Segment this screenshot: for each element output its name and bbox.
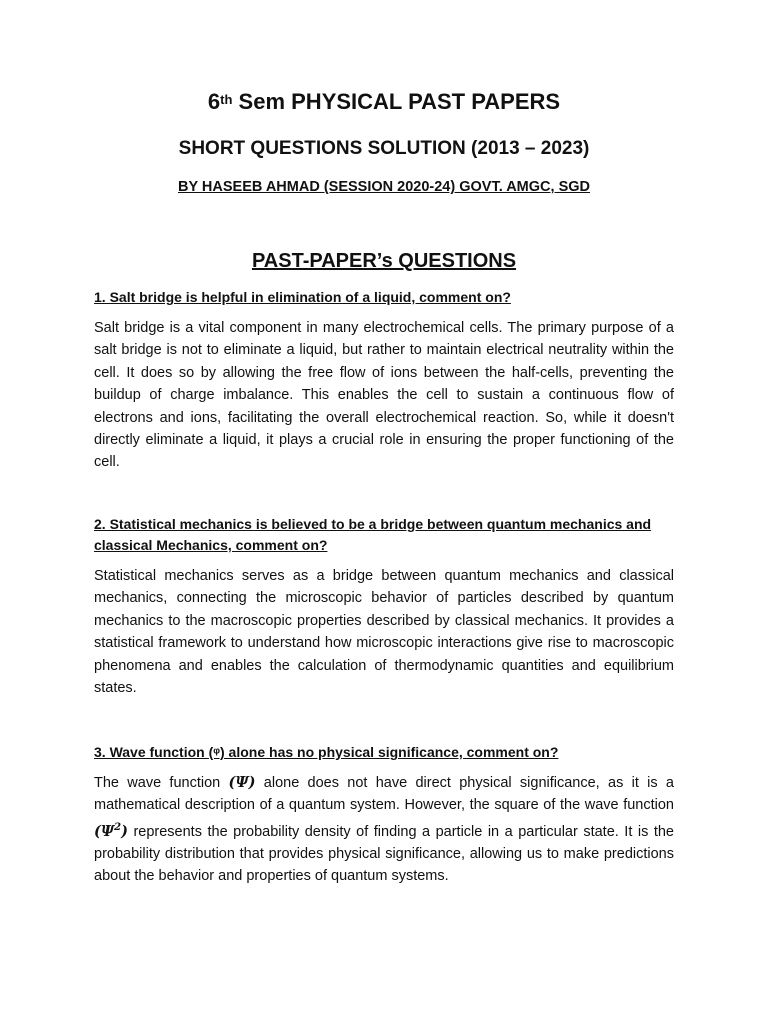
answer-paragraph: Salt bridge is a vital component in many electrochemical cells. The primary purpose of a salt bridge is not to eliminate a liquid, but rather to maintain electrical neutrality within the cell. It does so by allowing the free flow of ions between the half-cells, preventing the buildup of charge imbalance. This enables the cell to sustain a continuous flow of electrons and ions, facilitating the overall electrochemical reaction. So, while it doesn't directly eliminate a liquid, it plays a crucial role in ensuring the proper functioning of the cell. [94, 320, 674, 471]
title-text: Sem PHYSICAL PAST PAPERS [232, 89, 561, 114]
answer-paragraph: Statistical mechanics serves as a bridge between quantum mechanics and classical mechanics, connecting the microscopic behavior of particles described by quantum mechanics to the macroscopic properties described by classical mechanics. It provides a statistical framework to understand how microscopic interactions give rise to macroscopic phenomena and enables the calculation of thermodynamic quantities and equilibrium states. [94, 568, 674, 697]
document-subtitle: SHORT QUESTIONS SOLUTION (2013 – 2023) [178, 138, 590, 159]
question-heading: 2. Statistical mechanics is believed to be a bridge between quantum mechanics and classical Mechanics, comment on? [94, 516, 652, 553]
question-block-2 [94, 514, 674, 699]
question-block-1 [94, 287, 674, 474]
question-block-3 [94, 742, 674, 888]
psi-base: (Ψ [94, 822, 115, 840]
section-heading: PAST-PAPER’s QUESTIONS [251, 250, 517, 272]
title-number: 6 [207, 89, 221, 114]
answer-paragraph [94, 772, 674, 888]
answer-text: represents the probability density of finding a particle in a particular state. It is the probability distribution that provides physical significance, allowing us to make predictions about the behavior and properties of quantum systems. [94, 823, 674, 885]
title-superscript: th [220, 92, 233, 107]
answer-text: alone does not have direct physical significance, as it is a mathematical description of a quantum system. However, the square of the wave function [94, 775, 674, 814]
document-title [0, 86, 768, 118]
psi-symbol: (Ψ) [228, 774, 256, 791]
psi-close: ) [121, 822, 128, 840]
psi-squared-symbol [94, 823, 128, 840]
question-heading: 1. Salt bridge is helpful in elimination of a liquid, comment on? [94, 289, 511, 305]
answer-text: The wave function [94, 775, 229, 791]
question-heading: 3. Wave function (ᵠ) alone has no physical significance, comment on? [94, 744, 559, 760]
psi-exponent: 2 [114, 821, 122, 833]
author-line: BY HASEEB AHMAD (SESSION 2020-24) GOVT. AMGC, SGD [178, 179, 590, 195]
